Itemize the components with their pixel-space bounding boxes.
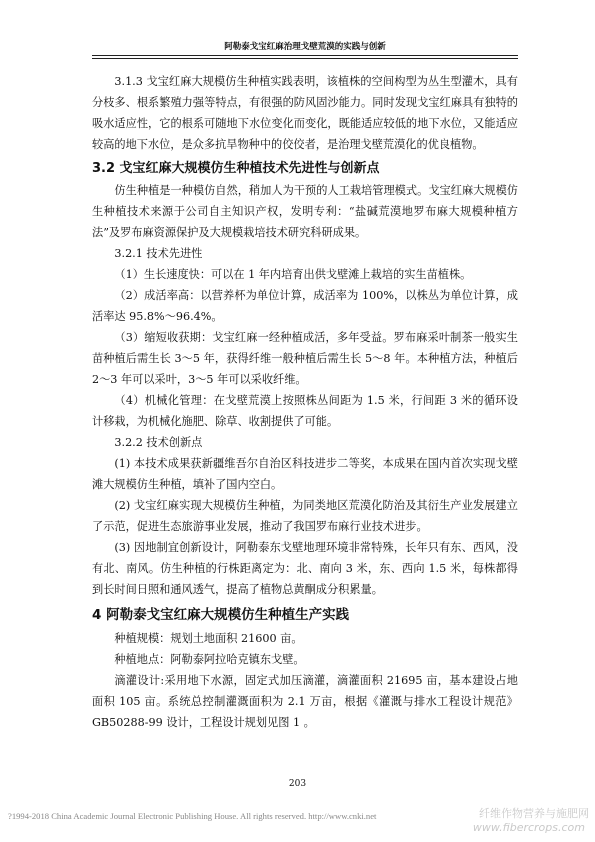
section-heading-4: 4 阿勒泰戈宝红麻大规模仿生种植生产实践	[92, 607, 350, 623]
subheading-3-2-2: 3.2.2 技术创新点	[114, 436, 203, 449]
header-rule	[92, 55, 518, 59]
page-number: 203	[288, 779, 307, 789]
planting-location: 种植地点：阿勒泰阿拉哈克镇东戈壁。	[114, 653, 305, 666]
drip-irrigation-design: 滴灌设计:采用地下水源，固定式加压滴灌，滴灌面积 21695 亩，基本建设占地面积 105 亩。系统总控制灌溉面积为 2.1 万亩，根据《灌溉与排水工程设计规范》GB50288-99 设计，工程设计规划见图 1 。	[92, 674, 518, 729]
watermark-chinese: 纤维作物营养与施肥网	[479, 807, 589, 820]
subheading-3-2-1: 3.2.1 技术先进性	[114, 247, 203, 260]
list-item-harvest-period: （3）缩短收获期：戈宝红麻一经种植成活，多年受益。罗布麻采叶制茶一般实生苗种植后需生长 3～5 年，获得纤维一般种植后需生长 5～8 年。本种植方法，种植后 2～3 年可以采叶，3～5 年可以采收纤维。	[92, 331, 518, 386]
list-item-mechanization: （4）机械化管理：在戈壁荒漠上按照株丛间距为 1.5 米，行间距 3 米的循环设计移栽，为机械化施肥、除草、收割提供了可能。	[92, 394, 518, 428]
copyright-footer: ?1994-2018 China Academic Journal Electronic Publishing House. All rights reserved. http://www.cnki.net	[8, 811, 377, 821]
article-body	[92, 71, 518, 733]
list-item-innovation-2: (2) 戈宝红麻实现大规模仿生种植，为同类地区荒漠化防治及其衍生产业发展建立了示范，促进生态旅游事业发展，推动了我国罗布麻行业技术进步。	[92, 499, 518, 533]
list-item-growth-speed: （1）生长速度快：可以在 1 年内培育出供戈壁滩上栽培的实生苗植株。	[114, 268, 472, 281]
running-header: 阿勒泰戈宝红麻治理戈壁荒漠的实践与创新	[224, 42, 386, 52]
list-item-survival-rate: （2）成活率高：以营养杯为单位计算，成活率为 100%，以株丛为单位计算，成活率达 95.8%～96.4%。	[92, 289, 518, 323]
paragraph-3-2-intro: 仿生种植是一种模仿自然，稍加人为干预的人工栽培管理模式。戈宝红麻大规模仿生种植技术来源于公司自主知识产权，发明专利：“盐碱荒漠地罗布麻大规模种植方法”及罗布麻资源保护及大规模栽培技术研究科研成果。	[92, 184, 518, 239]
watermark-url: www.fibercrops.com	[472, 821, 585, 834]
list-item-innovation-1: (1) 本技术成果获新疆维吾尔自治区科技进步二等奖，本成果在国内首次实现戈壁滩大规模仿生种植，填补了国内空白。	[92, 457, 518, 491]
section-heading-3-2: 3.2 戈宝红麻大规模仿生种植技术先进性与创新点	[92, 161, 380, 176]
planting-scale: 种植规模：规划土地面积 21600 亩。	[114, 632, 303, 645]
list-item-innovation-3: (3) 因地制宜创新设计，阿勒泰东戈壁地理环境非常特殊，长年只有东、西风，没有北、南风。仿生种植的行株距离定为：北、南向 3 米，东、西向 1.5 米，每株都得到长时间日照和通风透气，提高了植物总黄酮成分积累量。	[92, 541, 518, 596]
paragraph-3-1-3: 3.1.3 戈宝红麻大规模仿生种植实践表明，该植株的空间构型为丛生型灌木，具有分枝多、根系繁殖力强等特点，有很强的防风固沙能力。同时发现戈宝红麻具有独特的吸水适应性，它的根系可随地下水位变化而变化，既能适应较低的地下水位，又能适应较高的地下水位，是众多抗旱物种中的佼佼者，是治理戈壁荒漠化的优良植物。	[92, 75, 518, 151]
